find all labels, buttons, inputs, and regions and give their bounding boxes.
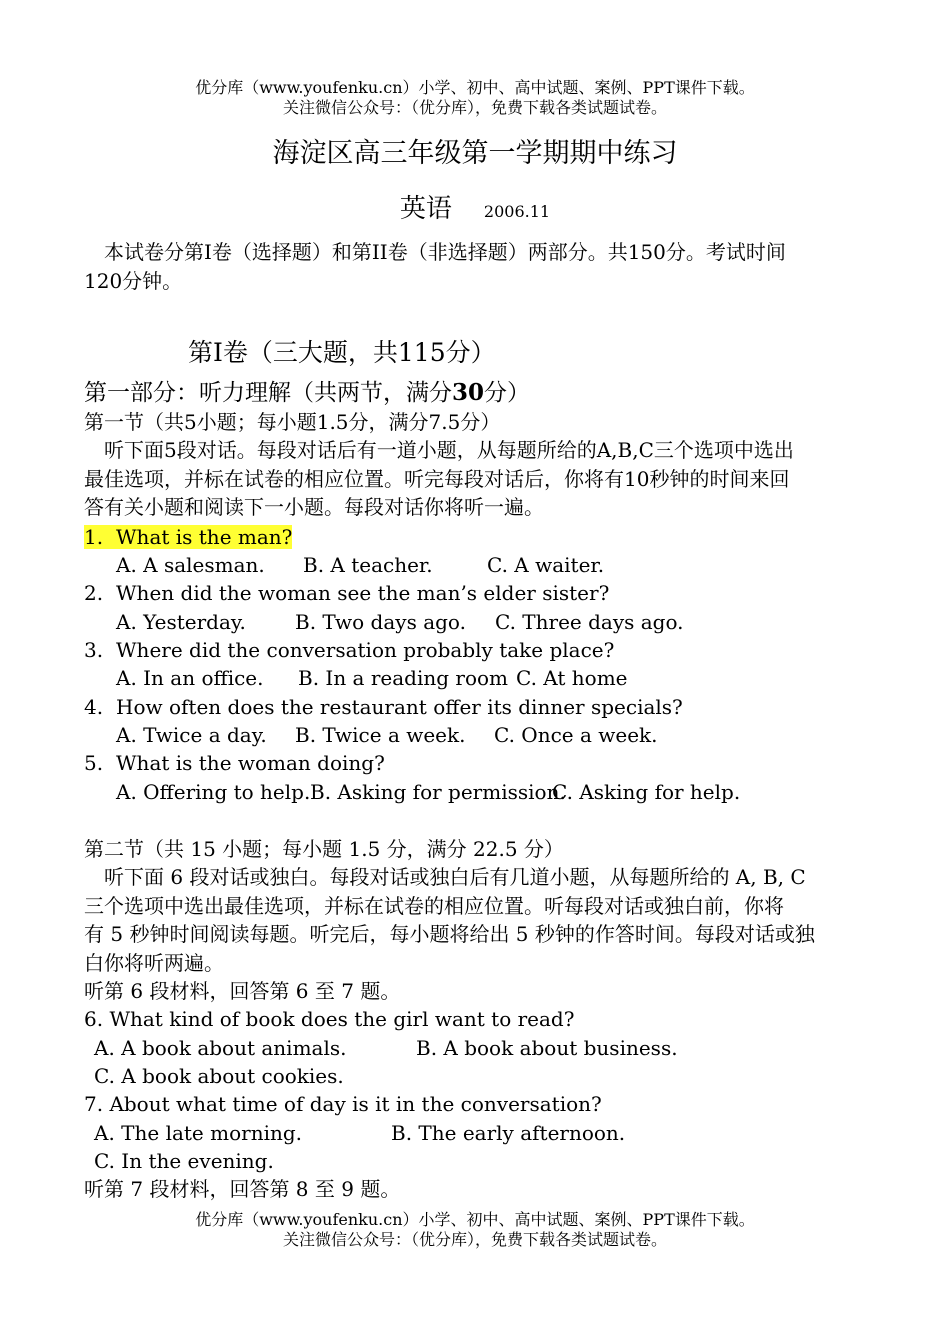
q7-option-a: A. The late morning. [94,1121,303,1145]
q2-option-c: C. Three days ago. [495,610,684,634]
q6-option-a: A. A book about animals. [94,1036,347,1060]
q3-option-a: A. In an office. [116,666,264,690]
q4-option-c: C. Once a week. [494,723,658,747]
question-text: When did the woman see the man’s elder sister? [116,581,610,605]
q1-option-c: C. A waiter. [487,553,605,577]
header-line-1: 优分库（www.youfenku.cn）小学、初中、高中试题、案例、PPT课件下载。 [195,78,755,97]
question-1 [84,523,292,551]
part-heading-text: 第一部分：听力理解（共两节，满分 [84,380,452,406]
q4-option-b: B. Twice a week. [295,723,466,747]
question-text: Where did the conversation probably take place? [116,638,615,662]
section-1-instructions [84,436,869,522]
material-6-note: 听第 6 段材料，回答第 6 至 7 题。 [84,979,401,1003]
intro-line-2: 120分钟。 [84,268,183,293]
part-heading [84,378,530,408]
question-number: 1. [84,525,104,549]
question-number: 3. [84,638,104,662]
section-2-heading: 第二节（共 15 小题；每小题 1.5 分，满分 22.5 分） [84,837,564,861]
section-1-instr-line: 最佳选项，并标在试卷的相应位置。听完每段对话后，你将有10秒钟的时间来回 [84,466,790,491]
question-6: 6. What kind of book does the girl want to read? [84,1007,575,1031]
question-3 [84,636,614,664]
q7-option-b: B. The early afternoon. [391,1121,626,1145]
q5-option-c: C. Asking for help. [552,780,741,804]
section-2-instr-line: 白你将听两遍。 [84,950,224,975]
q1-option-a: A. A salesman. [116,553,265,577]
q2-option-a: A. Yesterday. [116,610,246,634]
question-5 [84,749,385,777]
subject-name: 英语 [399,194,452,224]
q7-option-c: C. In the evening. [94,1149,274,1173]
question-text: What is the woman doing? [116,751,385,775]
question-7: 7. About what time of day is it in the conversation? [84,1092,602,1116]
section-2-instr-line: 听下面 6 段对话或独白。每段对话或独白后有几道小题，从每题所给的 A, B, C [104,865,806,889]
q5-option-a: A. Offering to help. [116,780,311,804]
question-2 [84,579,609,607]
exam-date: 2006.11 [483,202,551,221]
exam-title: 海淀区高三年级第一学期期中练习 [272,138,678,169]
section-2-instr-line: 三个选项中选出最佳选项，并标在试卷的相应位置。听每段对话或独白前，你将 [84,893,784,918]
intro-line-1: 本试卷分第I卷（选择题）和第II卷（非选择题）两部分。共150分。考试时间 [104,240,786,264]
q3-option-c: C. At home [516,666,628,690]
question-number: 5. [84,751,104,775]
footer-line-1: 优分库（www.youfenku.cn）小学、初中、高中试题、案例、PPT课件下载。 [195,1210,755,1229]
part-heading-score: 30 [452,379,485,406]
q3-option-b: B. In a reading room [298,666,508,690]
question-text: How often does the restaurant offer its dinner specials? [116,695,683,719]
q1-option-b: B. A teacher. [303,553,433,577]
volume-heading: 第I卷（三大题，共115分） [188,338,496,367]
section-1-instr-line: 听下面5段对话。每段对话后有一道小题，从每题所给的A,B,C三个选项中选出 [104,438,794,462]
q5-option-b: B. Asking for permission. [310,780,566,804]
question-text: What is the man? [116,525,293,549]
q6-option-b: B. A book about business. [416,1036,678,1060]
q2-option-b: B. Two days ago. [295,610,466,634]
section-2-instr-line: 有 5 秒钟时间阅读每题。听完后，每小题将给出 5 秒钟的作答时间。每段对话或独 [84,922,815,947]
section-2-instructions [84,863,869,977]
subject-line [0,192,950,229]
section-1-instr-line: 答有关小题和阅读下一小题。每段对话你将听一遍。 [84,495,544,520]
question-4 [84,693,683,721]
question-number: 4. [84,695,104,719]
section-1-heading: 第一节（共5小题；每小题1.5分，满分7.5分） [84,410,501,434]
q4-option-a: A. Twice a day. [116,723,267,747]
q6-option-c: C. A book about cookies. [94,1064,344,1088]
intro-paragraph [84,238,869,295]
part-heading-end: 分） [484,380,531,406]
question-number: 2. [84,581,104,605]
footer-line-2: 关注微信公众号：（优分库），免费下载各类试题试卷。 [282,1230,667,1249]
header-line-2: 关注微信公众号：（优分库），免费下载各类试题试卷。 [282,98,667,117]
material-7-note: 听第 7 段材料，回答第 8 至 9 题。 [84,1177,401,1201]
